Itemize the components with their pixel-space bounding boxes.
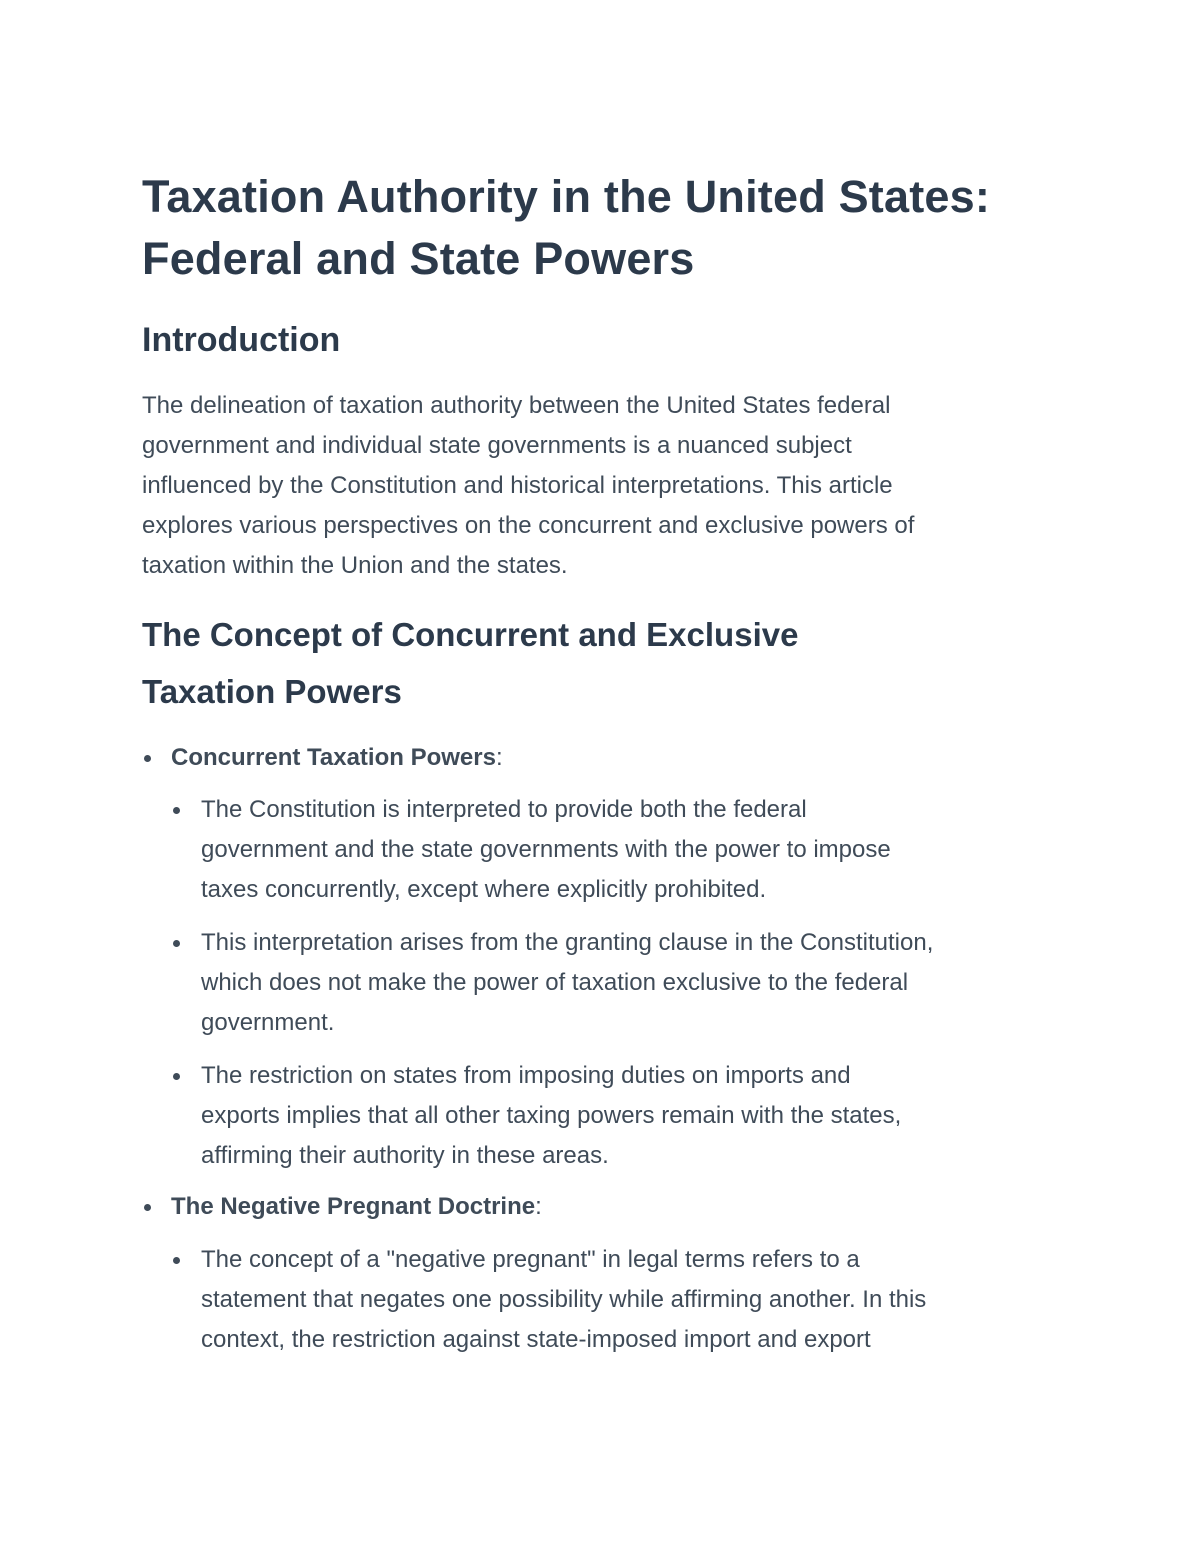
sub-list-item-line: This interpretation arises from the granting clause in the Constitution, [201, 929, 934, 956]
sub-list-item-line: exports implies that all other taxing powers remain with the states, [201, 1102, 902, 1129]
title-line: Federal and State Powers [142, 233, 695, 284]
sub-list-item-line: statement that negates one possibility while affirming another. In this [201, 1286, 927, 1313]
sub-list-item [201, 1056, 901, 1176]
paragraph-line: government and individual state governments is a nuanced subject [142, 432, 852, 459]
sub-list-item-line: affirming their authority in these areas. [201, 1142, 609, 1169]
paragraph-line: explores various perspectives on the concurrent and exclusive powers of [142, 512, 915, 539]
sub-list-item-line: government. [201, 1009, 335, 1036]
bullet-icon [173, 940, 180, 947]
section-heading [142, 606, 798, 720]
sub-list-item-line: context, the restriction against state-imposed import and export [201, 1326, 871, 1353]
page-title [142, 166, 990, 290]
bullet-icon [173, 807, 180, 814]
list-item-label: Concurrent Taxation Powers [171, 744, 496, 771]
introduction-heading: Introduction [142, 321, 341, 359]
sub-list-item-line: which does not make the power of taxation exclusive to the federal [201, 969, 909, 996]
paragraph-line: The delineation of taxation authority between the United States federal [142, 392, 891, 419]
bullet-icon [173, 1073, 180, 1080]
bullet-icon [144, 1204, 151, 1211]
introduction-paragraph [142, 386, 914, 586]
bullet-icon [173, 1257, 180, 1264]
sub-list-item-line: The restriction on states from imposing duties on imports and [201, 1062, 851, 1089]
sub-list-item-line: The concept of a "negative pregnant" in legal terms refers to a [201, 1246, 860, 1273]
sub-list-item [201, 790, 891, 910]
list-item [171, 738, 503, 778]
title-line: Taxation Authority in the United States: [142, 171, 991, 222]
bullet-icon [144, 755, 151, 762]
list-item-suffix: : [535, 1193, 542, 1220]
list-item-suffix: : [495, 744, 503, 771]
paragraph-line: taxation within the Union and the states. [142, 552, 568, 579]
sub-list-item [201, 923, 933, 1043]
list-item [171, 1187, 542, 1227]
sub-list-item [201, 1240, 926, 1360]
sub-list-item-line: government and the state governments with the power to impose [201, 836, 891, 863]
sub-list-item-line: The Constitution is interpreted to provide both the federal [201, 796, 807, 823]
sub-list-item-line: taxes concurrently, except where explicitly prohibited. [201, 876, 767, 903]
paragraph-line: influenced by the Constitution and historical interpretations. This article [142, 472, 893, 499]
heading-line: The Concept of Concurrent and Exclusive [142, 616, 799, 653]
heading-line: Taxation Powers [142, 673, 402, 710]
list-item-label: The Negative Pregnant Doctrine [171, 1193, 536, 1220]
